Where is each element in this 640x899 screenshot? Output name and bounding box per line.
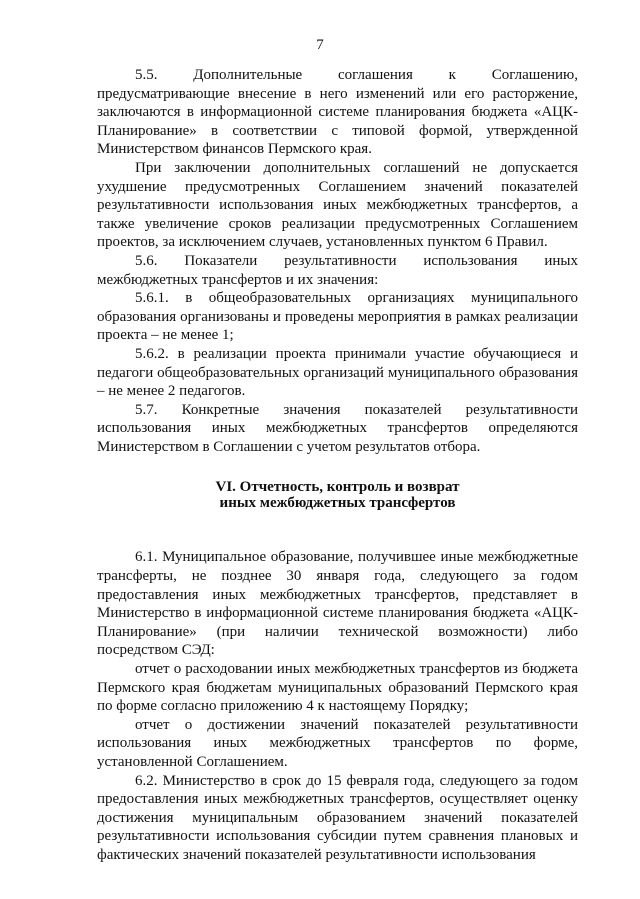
paragraph-5-6-1: 5.6.1. в общеобразовательных организациях муниципального образования организованы и проведены мероприятия в рамках реализации проекта – не менее 1; <box>97 290 578 344</box>
page-number: 7 <box>316 37 324 53</box>
paragraph-6-1-report-expenses: отчет о расходовании иных межбюджетных трансфертов из бюджета Пермского края бюджетам муниципальных образований Пермского края по форме согласно приложению 4 к настоящему Порядку; <box>97 661 578 715</box>
paragraph-6-1-report-indicators: отчет о достижении значений показателей результативности использования иных межбюджетных трансфертов по форме, установленной Соглашением. <box>97 716 578 770</box>
paragraph-5-5: 5.5. Дополнительные соглашения к Соглашению, предусматривающие внесение в него изменений или его расторжение, заключаются в информационной системе планирования бюджета «АЦК-Планирование» в соответствии с типовой формой, утвержденной Министерством финансов Пермского края. <box>97 67 578 158</box>
paragraph-5-7: 5.7. Конкретные значения показателей результативности использования иных межбюджетных трансфертов определяются Министерством в Соглашении с учетом результатов отбора. <box>97 401 578 455</box>
paragraph-6-2: 6.2. Министерство в срок до 15 февраля года, следующего за годом предоставления иных межбюджетных трансфертов, осуществляет оценку достижения муниципальным образованием значений показателей результативности использования субсидии путем сравнения плановых и фактических значений показателей результативности использования <box>97 772 578 863</box>
document-body <box>97 66 578 865</box>
section-heading-line-1: VI. Отчетность, контроль и возврат <box>215 479 460 496</box>
paragraph-5-5-note: При заключении дополнительных соглашений не допускается ухудшение предусмотренных Соглашением значений показателей результативности использования иных межбюджетных трансфертов, а также увеличение сроков реализации предусмотренных Соглашением проектов, за исключением случаев, установленных пунктом 6 Правил. <box>97 159 578 251</box>
paragraph-5-6: 5.6. Показатели результативности использования иных межбюджетных трансфертов и их значения: <box>97 252 578 288</box>
paragraph-5-6-2: 5.6.2. в реализации проекта принимали участие обучающиеся и педагоги общеобразовательных организаций муниципального образования – не менее 2 педагогов. <box>97 345 578 400</box>
section-heading <box>97 479 578 511</box>
section-heading-line-2: иных межбюджетных трансфертов <box>219 495 456 512</box>
paragraph-6-1: 6.1. Муниципальное образование, получившее иные межбюджетные трансферты, не позднее 30 января года, следующего за годом предоставления иных межбюджетных трансфертов, представляет в Министерство в информационной системе планирования бюджета «АЦК-Планирование» (при наличии технической возможности) либо посредством СЭД: <box>97 549 578 659</box>
